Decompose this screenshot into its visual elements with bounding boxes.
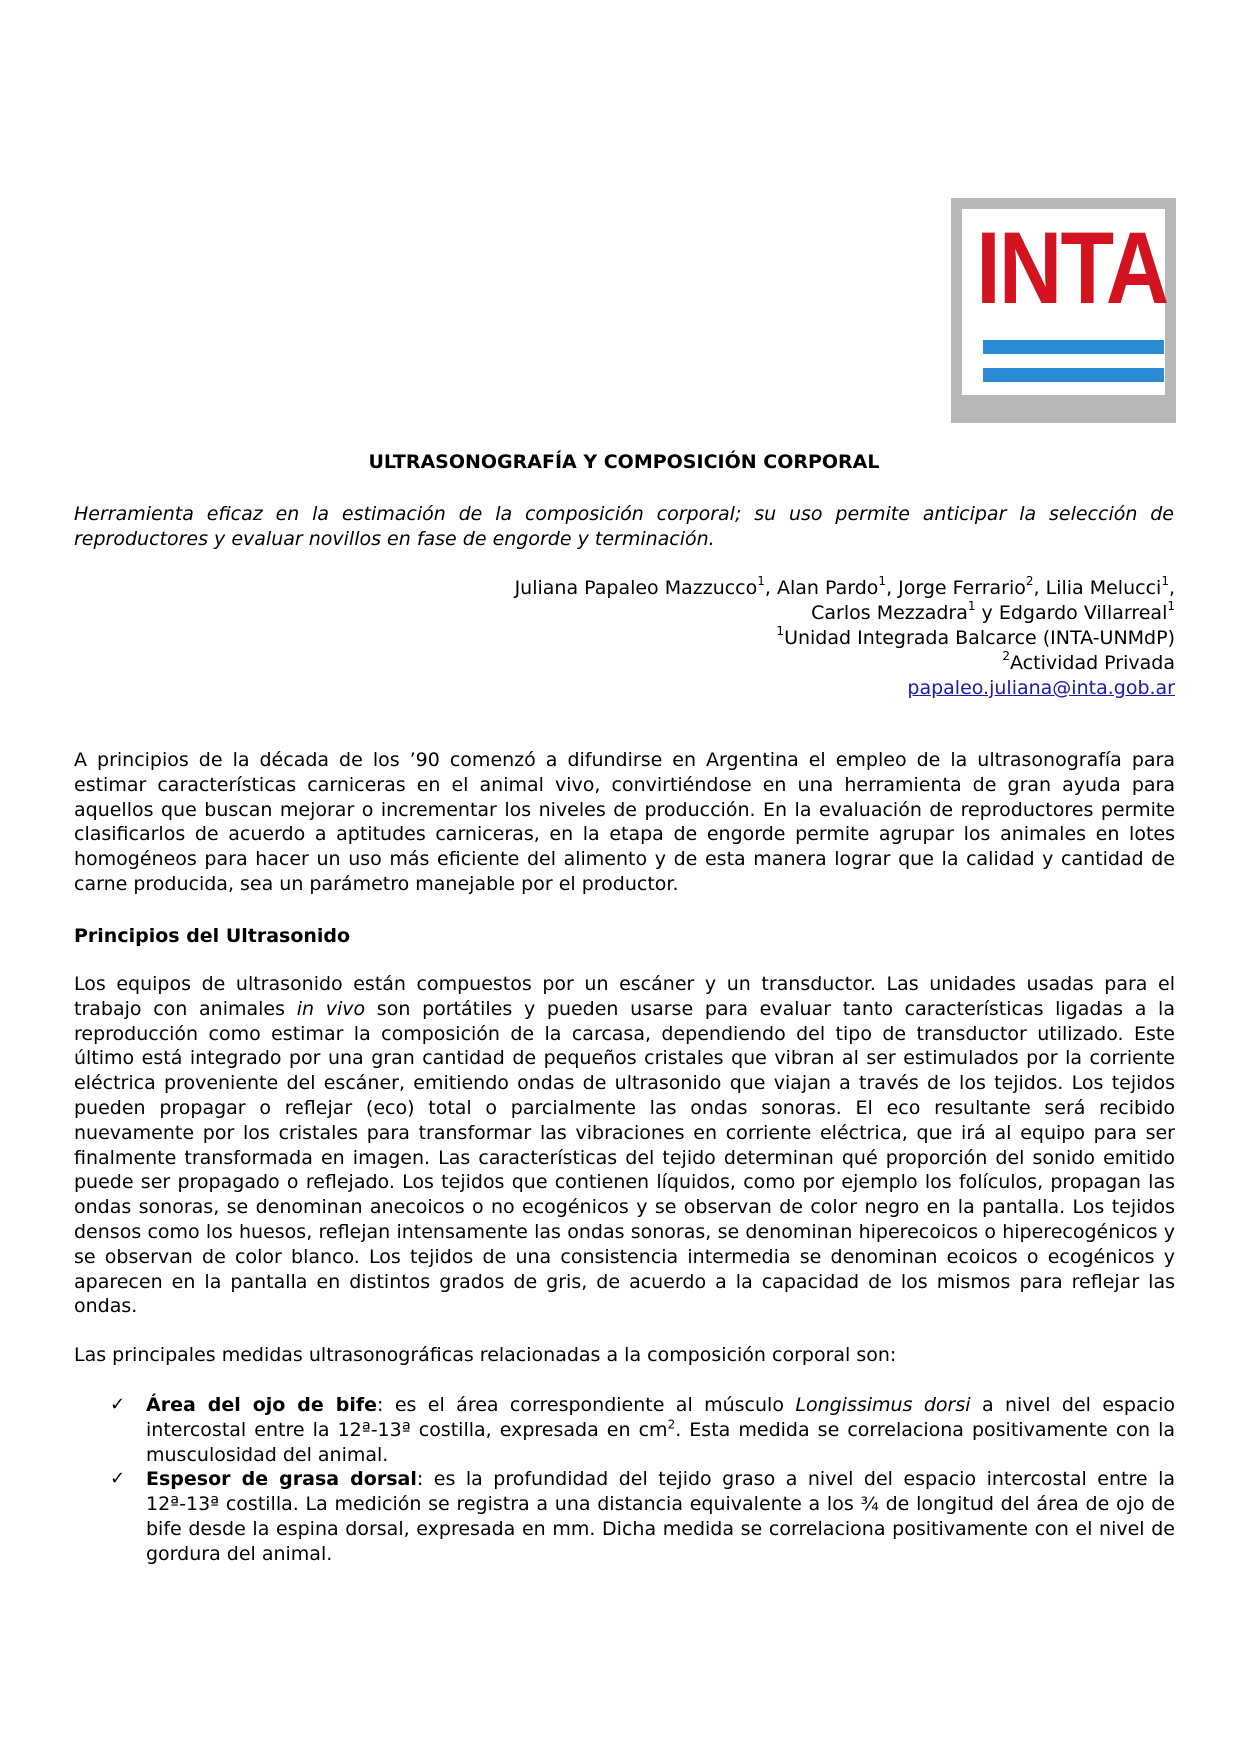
list-item-term: Espesor de grasa dorsal xyxy=(146,1468,417,1491)
affiliation-mark: 2 xyxy=(1025,573,1034,588)
inta-logo xyxy=(951,198,1176,423)
list-item-text: : es la profundidad del tejido graso a nivel del espacio intercostal entre la 12ª-13ª costilla. La medición se registra a una distancia equivalente a los ¾ de longitud del área de ojo de bife desde la espina dorsal, expresada en mm. Dicha medida se correlaciona positivamente con el nivel de gordura del animal. xyxy=(146,1468,1175,1565)
affiliation-mark: 1 xyxy=(757,573,765,588)
affiliation-line-1 xyxy=(74,623,1175,651)
paragraph-text: son portátiles y pueden usarse para evaluar tanto características ligadas a la reproducción como estimar la composición de la carcasa, dependiendo del tipo de transductor utilizado. Este último está integrado por una gran cantidad de pequeños cristales que vibran al ser estimulados por la corriente eléctrica proveniente del escáner, emitiendo ondas de ultrasonido que viajan a través de los tejidos. Los tejidos pueden propagar o reflejar (eco) total o parcialmente las ondas sonoras. El eco resultante será recibido nuevamente por los cristales para transformar las vibraciones en corriente eléctrica, que irá al equipo para ser finalmente transformada en imagen. Las características del tejido determinan qué proporción del sonido emitido puede ser propagado o reflejado. Los tejidos que contienen líquidos, como por ejemplo los folículos, propagan las ondas sonoras, se denominan anecoicos o no ecogénicos y se observan de color negro en la pantalla. Los tejidos densos como los huesos, reflejan intensamente las ondas sonoras, se denominan hiperecoicos o hiperecogénicos y se observan de color blanco. Los tejidos de una consistencia intermedia se denominan ecoicos o ecogénicos y aparecen en la pantalla en distintos grados de gris, de acuerdo a la capacidad de los mismos para reflejar las ondas. xyxy=(74,997,1175,1318)
author-name: Jorge Ferrario xyxy=(898,577,1026,599)
paragraph-text: Los equipos de ultrasonido están compuestos por un escáner y un transductor. Las unidades usadas para el trabajo con animales xyxy=(74,973,1175,1020)
affiliation-mark: 1 xyxy=(967,598,976,613)
author-name: Alan Pardo xyxy=(777,577,879,599)
affiliation-mark: 1 xyxy=(1161,573,1169,588)
authors-line-1 xyxy=(74,573,1175,601)
logo-panel xyxy=(962,209,1168,395)
author-name: Carlos Mezzadra xyxy=(811,602,968,624)
list-item xyxy=(74,1467,1175,1566)
conjunction: y xyxy=(975,602,999,624)
checkmark-icon: ✓ xyxy=(110,1394,126,1415)
separator: , xyxy=(764,577,777,599)
list-item-text: a nivel del espacio intercostal entre la 12ª-13ª costilla, expresada en cm xyxy=(146,1394,1175,1441)
body-paragraph-1 xyxy=(74,972,1175,1319)
section-heading: Principios del Ultrasonido xyxy=(74,925,351,947)
affiliation-mark: 1 xyxy=(1167,598,1175,613)
affiliation-line-2 xyxy=(74,648,1175,676)
author-name: Lilia Melucci xyxy=(1045,577,1162,599)
intro-paragraph: A principios de la década de los ’90 comenzó a difundirse en Argentina el empleo de la ultrasonografía para estimar características carniceras en el animal vivo, convirtiéndose en una herramienta de gran ayuda para aquellos que buscan mejorar o incrementar los niveles de producción. En la evaluación de reproductores permite clasificarlos de acuerdo a aptitudes carniceras, en la etapa de engorde permite agrupar los animales en lotes homogéneos para hacer un uso más eficiente del alimento y de esta manera lograr que la calidad y cantidad de carne producida, sea un parámetro manejable por el productor. xyxy=(74,749,1175,895)
italic-term: Longissimus dorsi xyxy=(795,1394,971,1416)
logo-stripe-bottom xyxy=(983,368,1164,382)
separator: , xyxy=(886,577,899,599)
list-item-term: Área del ojo de bife xyxy=(146,1394,378,1416)
logo-wordmark: INTA xyxy=(976,211,1168,325)
superscript: 2 xyxy=(667,1417,676,1432)
list-item xyxy=(74,1393,1175,1467)
author-name: Juliana Papaleo Mazzucco xyxy=(514,577,758,599)
separator: , xyxy=(1168,577,1175,599)
authors-line-2 xyxy=(74,598,1175,626)
affiliation-text: Actividad Privada xyxy=(1010,652,1175,674)
affiliation-mark: 1 xyxy=(878,573,887,588)
list-item-text: : es el área correspondiente al músculo xyxy=(377,1394,796,1416)
measures-list xyxy=(74,1393,1175,1567)
email-link[interactable]: papaleo.juliana@inta.gob.ar xyxy=(907,677,1175,699)
list-item-text: . Esta medida se correlaciona positivamente con la musculosidad del animal. xyxy=(146,1418,1175,1466)
logo-stripe-top xyxy=(983,340,1164,354)
affiliation-mark: 1 xyxy=(776,623,785,638)
checkmark-icon: ✓ xyxy=(110,1468,126,1490)
author-name: Edgardo Villarreal xyxy=(998,602,1168,624)
affiliation-text: Unidad Integrada Balcarce (INTA-UNMdP) xyxy=(784,627,1175,649)
document-title: ULTRASONOGRAFÍA Y COMPOSICIÓN CORPORAL xyxy=(368,451,880,473)
separator: , xyxy=(1033,577,1046,599)
body-paragraph-2: Las principales medidas ultrasonográficas relacionadas a la composición corporal son: xyxy=(74,1344,897,1366)
email-line xyxy=(74,676,1175,701)
affiliation-mark: 2 xyxy=(1002,648,1011,663)
italic-term: in vivo xyxy=(296,997,366,1020)
document-subtitle: Herramienta eficaz en la estimación de la composición corporal; su uso permite anticipar la selección de reproductores y evaluar novillos en fase de engorde y terminación. xyxy=(74,503,1174,550)
authors-block xyxy=(74,573,1175,701)
